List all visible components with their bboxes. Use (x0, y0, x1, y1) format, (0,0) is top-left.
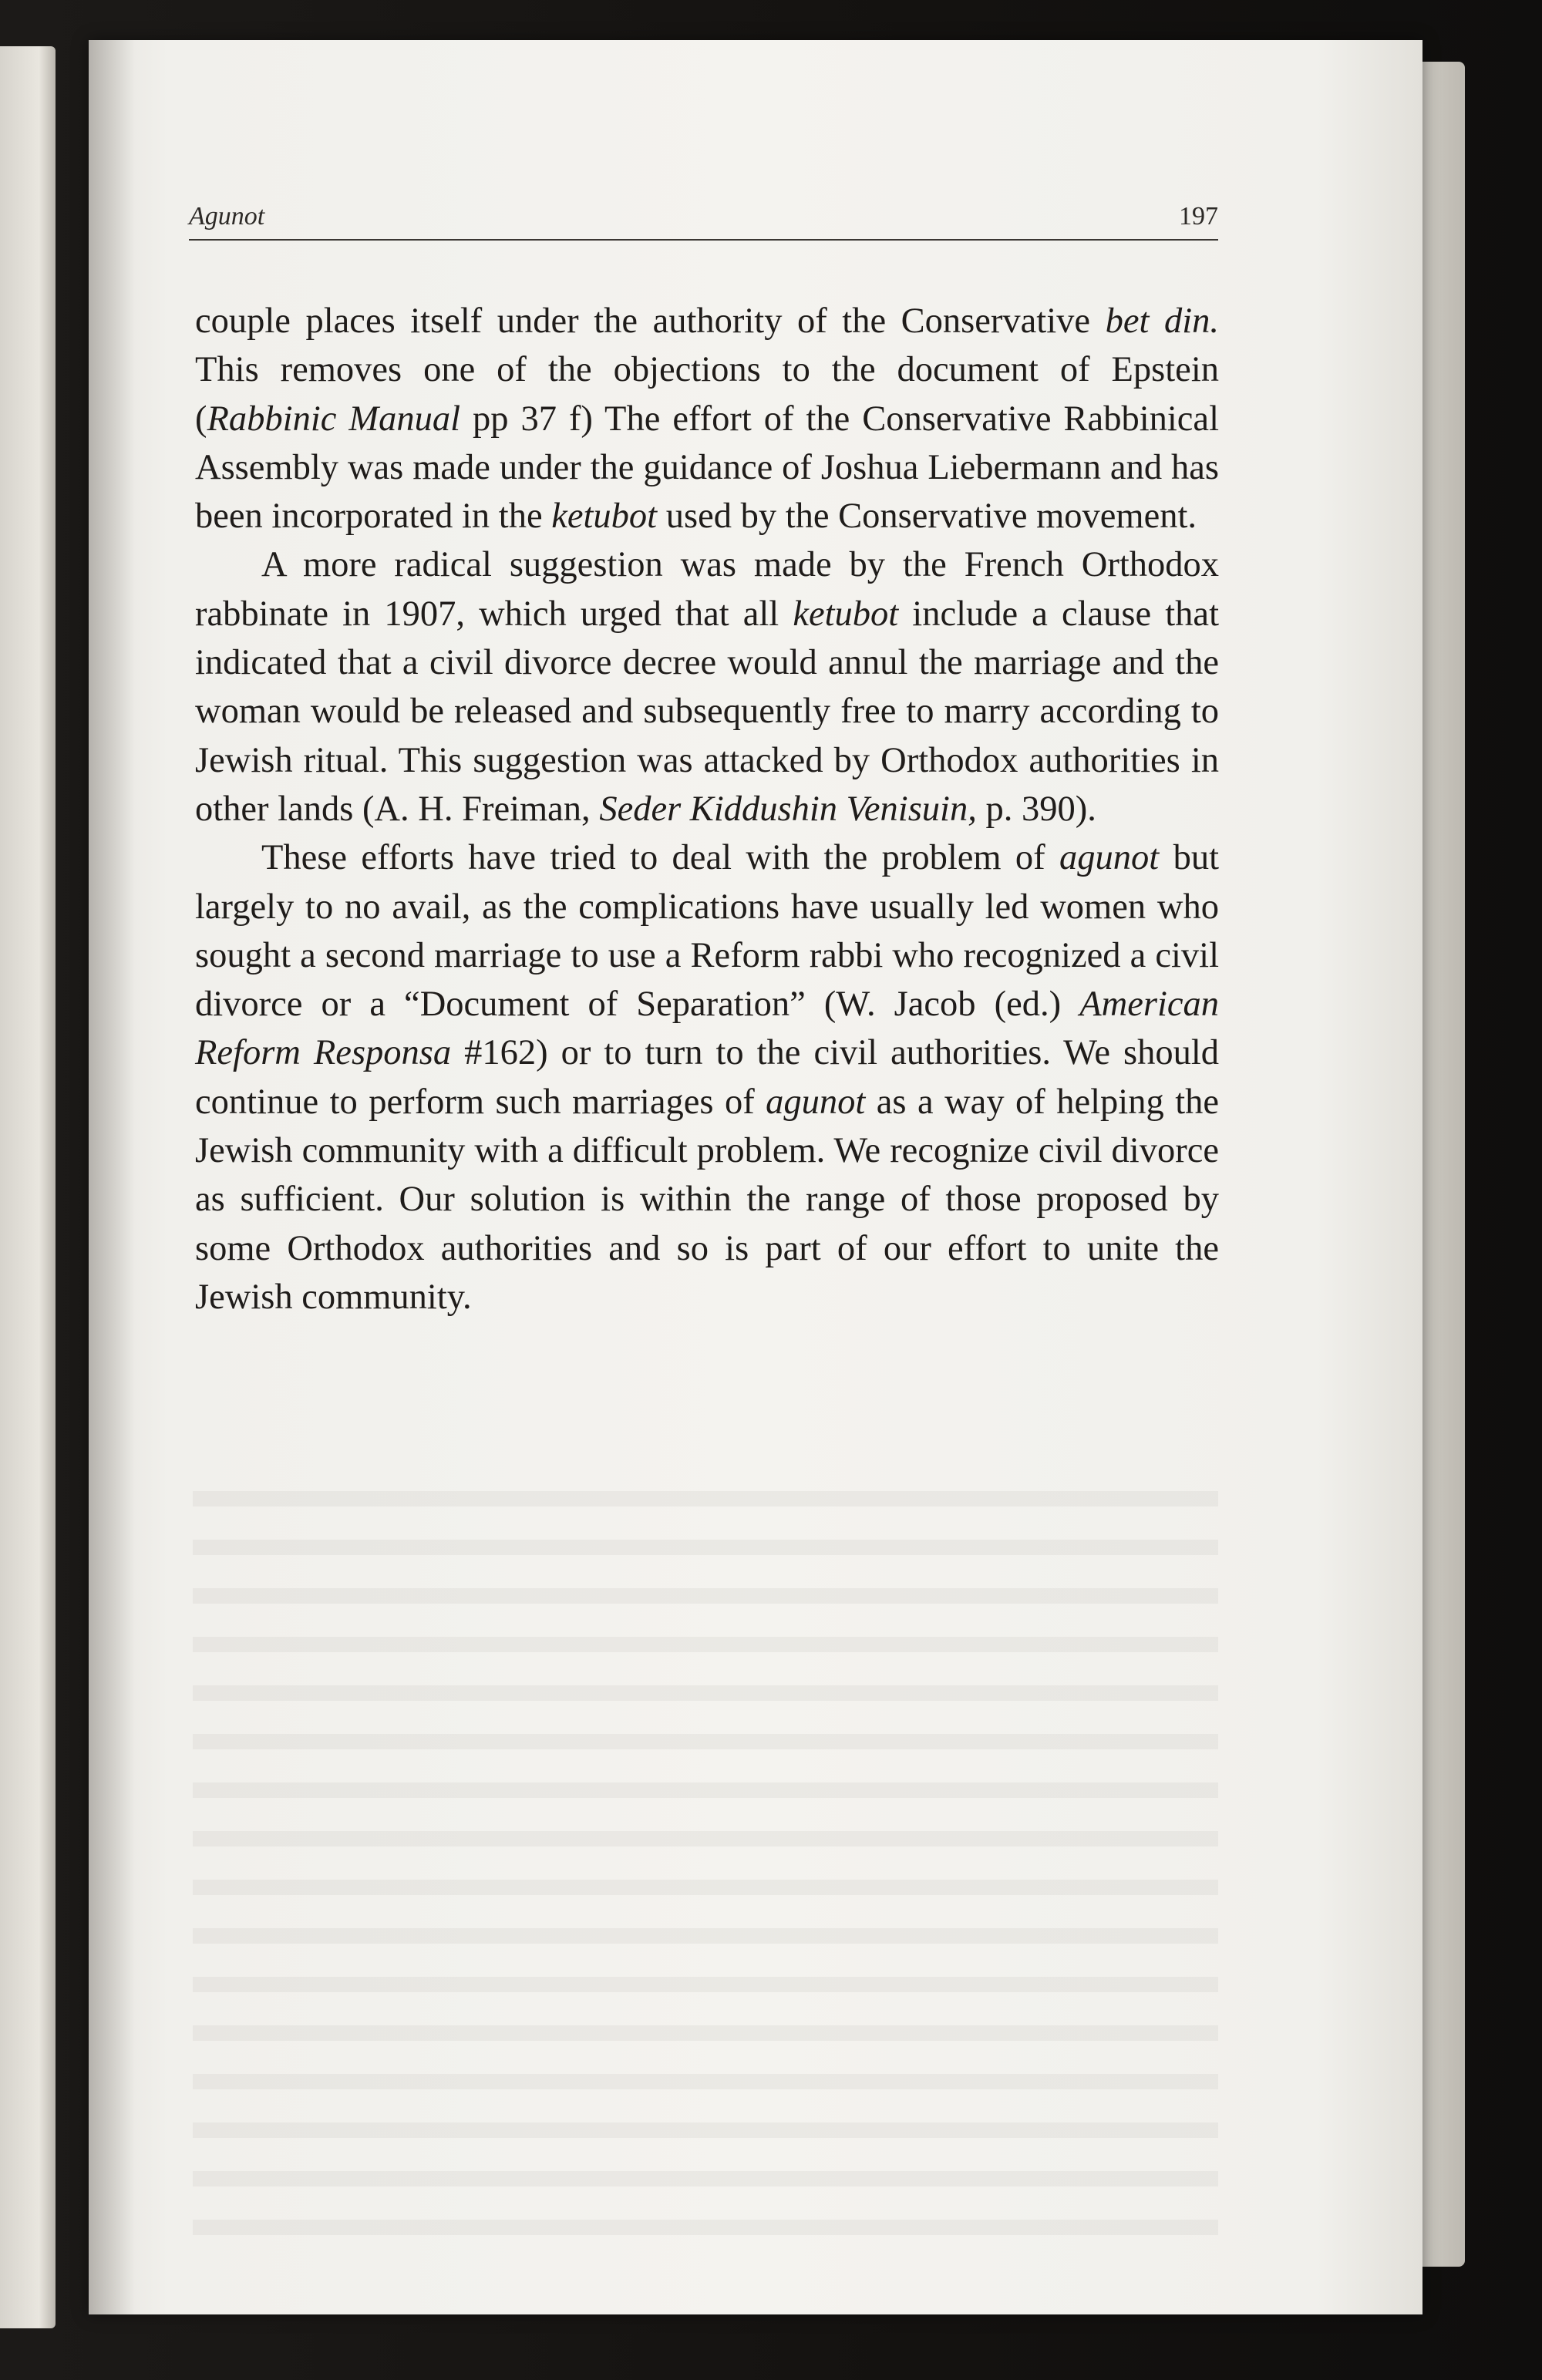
paragraph-2 (195, 540, 1219, 833)
text-run: pp 37 f) The effort of the Conservative Rabbinical Assembly was made under the guidance of Joshua Liebermann and has been incorporated in the (195, 399, 1219, 537)
italic-term: ketubot (793, 594, 899, 634)
paragraph-3 (195, 833, 1219, 1321)
gutter-shadow (89, 40, 135, 2314)
facing-page-edge (0, 46, 56, 2328)
italic-title: Seder Kiddushin Venisuin, (599, 789, 977, 829)
text-run: This removes one of the objections to the document of Epstein ( (195, 350, 1219, 439)
reverse-side-show-through (193, 1465, 1218, 2236)
text-run: used by the Conservative movement. (657, 497, 1197, 537)
body-text (195, 297, 1219, 1321)
italic-term: agunot (766, 1082, 866, 1122)
text-run: include a clause that indicated that a civil divorce decree would annul the marriage and the woman would be released and subsequently free to marry according to Jewish ritual. This suggestion was attacked by Orthodox authorities in other lands (A. H. Freiman, (195, 594, 1219, 829)
text-run: p. 390). (976, 789, 1096, 829)
italic-term: ketubot (551, 497, 658, 537)
italic-title: Rabbinic Manual (207, 399, 461, 439)
paragraph-1 (195, 297, 1219, 540)
page-number: 197 (1179, 202, 1218, 231)
running-head: Agunot (189, 202, 265, 231)
text-run: A more radical suggestion was made by the French Orthodox rabbinate in 1907, which urged that all (195, 545, 1219, 634)
page-header (189, 193, 1218, 241)
text-run: as a way of helping the Jewish community with a difficult problem. We recognize civil divorce as sufficient. Our solution is within the range of those proposed by some Orthodox authorities and so is part of our effort to unite the Jewish community. (195, 1082, 1219, 1317)
text-run: These efforts have tried to deal with the problem of (261, 838, 1060, 878)
text-run: #162) or to turn to the civil authorities. We should continue to perform such marriages of (195, 1033, 1220, 1122)
italic-term: bet din. (1105, 301, 1219, 341)
text-run: couple places itself under the authority of the Conservative (195, 301, 1106, 341)
text-run: but largely to no avail, as the complications have usually led women who sought a second marriage to use a Reform rabbi who recognized a civil divorce or a “Document of Separation” (W. Jacob (ed.) (195, 838, 1220, 1025)
italic-term: agunot (1059, 838, 1160, 878)
italic-title: American Reform Responsa (195, 985, 1219, 1073)
